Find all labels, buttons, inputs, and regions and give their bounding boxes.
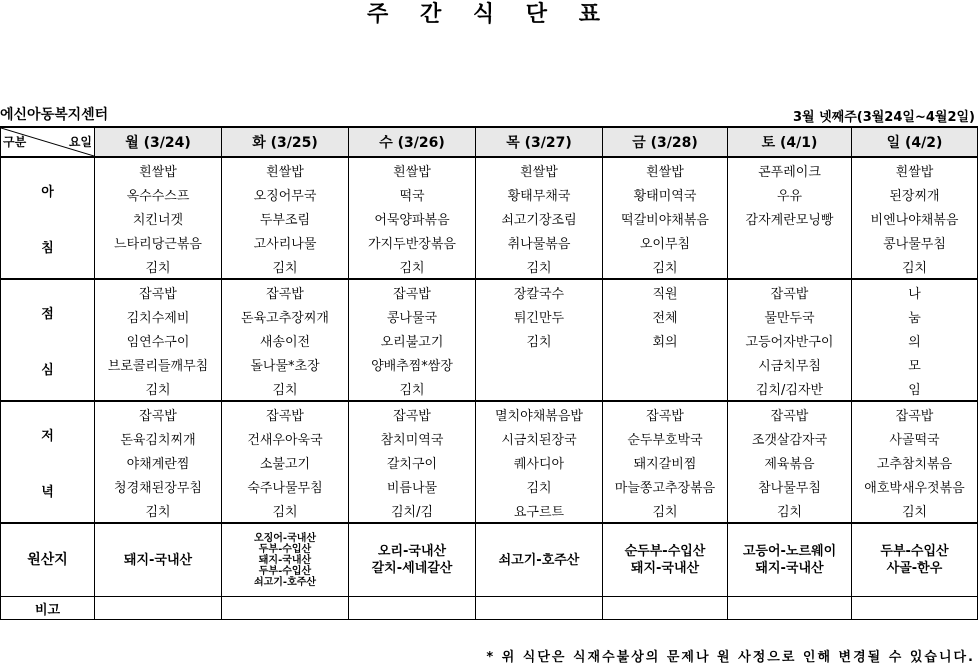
menu-item: 김치/김 <box>349 498 476 523</box>
menu-body <box>1 157 978 620</box>
origin-line: 돼지-국내산 <box>630 561 700 576</box>
menu-item: 제육볶음 <box>728 450 852 474</box>
menu-item: 김치 <box>222 376 349 401</box>
day-header: 일 (4/2) <box>852 127 978 157</box>
meal-label-bottom: 심 <box>41 362 54 378</box>
menu-item: 김치 <box>476 474 603 498</box>
menu-item: 잡곡밥 <box>728 401 852 426</box>
note-label: 비고 <box>1 597 95 620</box>
menu-item: 눔 <box>852 304 978 328</box>
menu-item: 콩나물무침 <box>852 230 978 254</box>
menu-item: 사골떡국 <box>852 426 978 450</box>
menu-item: 흰쌀밥 <box>222 157 349 182</box>
menu-item: 돈육고추장찌개 <box>222 304 349 328</box>
footnote: * 위 식단은 식재수불상의 문제나 원 사정으로 인해 변경될 수 있습니다. <box>486 650 975 665</box>
menu-item: 참치미역국 <box>349 426 476 450</box>
menu-item: 건새우아욱국 <box>222 426 349 450</box>
origin-cell <box>476 523 603 597</box>
menu-item: 김치 <box>852 498 978 523</box>
meal-label-bottom: 녁 <box>41 484 54 500</box>
note-cell <box>476 597 603 620</box>
menu-item: 쇠고기장조림 <box>476 206 603 230</box>
menu-item <box>728 254 852 279</box>
menu-item: 우유 <box>728 182 852 206</box>
origin-line: 쇠고기-호주산 <box>498 552 580 568</box>
menu-item: 가지두반장볶음 <box>349 230 476 254</box>
menu-item: 김치 <box>852 254 978 279</box>
menu-item <box>603 376 728 401</box>
menu-item: 황태무채국 <box>476 182 603 206</box>
day-header: 목 (3/27) <box>476 127 603 157</box>
origin-label: 원산지 <box>1 523 95 597</box>
note-cell <box>222 597 349 620</box>
origin-line: 갈치-세네갈산 <box>371 561 453 576</box>
menu-item: 흰쌀밥 <box>603 157 728 182</box>
origin-cell <box>603 523 728 597</box>
origin-line: 돼지-국내산 <box>258 554 312 566</box>
meal-row <box>1 182 978 206</box>
origin-cell <box>222 523 349 597</box>
note-cell <box>349 597 476 620</box>
meal-row <box>1 304 978 328</box>
menu-item <box>476 352 603 376</box>
meal-label <box>1 157 95 279</box>
menu-item: 비엔나야채볶음 <box>852 206 978 230</box>
menu-item: 김치수제비 <box>95 304 222 328</box>
menu-item: 소불고기 <box>222 450 349 474</box>
menu-item: 오리불고기 <box>349 328 476 352</box>
note-cell <box>728 597 852 620</box>
meal-row <box>1 426 978 450</box>
menu-item: 취나물볶음 <box>476 230 603 254</box>
meal-label-bottom: 침 <box>41 240 54 256</box>
meal-label <box>1 401 95 523</box>
meal-row <box>1 279 978 304</box>
menu-item: 두부조림 <box>222 206 349 230</box>
menu-item: 김치 <box>222 254 349 279</box>
meal-row <box>1 230 978 254</box>
note-cell <box>603 597 728 620</box>
menu-item: 양배추찜*쌈장 <box>349 352 476 376</box>
menu-item: 황태미역국 <box>603 182 728 206</box>
menu-item: 돼지갈비찜 <box>603 450 728 474</box>
meal-label-top: 저 <box>41 428 54 444</box>
header-row <box>1 127 978 157</box>
note-row <box>1 597 978 620</box>
menu-item: 잡곡밥 <box>222 279 349 304</box>
meal-row <box>1 376 978 401</box>
menu-item: 흰쌀밥 <box>476 157 603 182</box>
origin-line: 사골-한우 <box>886 561 943 576</box>
menu-item: 흰쌀밥 <box>852 157 978 182</box>
menu-item: 퀘사디아 <box>476 450 603 474</box>
day-header: 월 (3/24) <box>95 127 222 157</box>
menu-item: 시금치무침 <box>728 352 852 376</box>
menu-item: 의 <box>852 328 978 352</box>
origin-cell <box>95 523 222 597</box>
meal-row <box>1 352 978 376</box>
menu-item: 된장찌개 <box>852 182 978 206</box>
menu-item: 고추참치볶음 <box>852 450 978 474</box>
origin-line: 두부-수입산 <box>258 565 312 577</box>
menu-item: 김치 <box>603 498 728 523</box>
meal-label-top: 점 <box>41 306 54 322</box>
menu-item: 모 <box>852 352 978 376</box>
menu-item: 장칼국수 <box>476 279 603 304</box>
menu-item: 오징어무국 <box>222 182 349 206</box>
menu-item: 잡곡밥 <box>603 401 728 426</box>
menu-item: 흰쌀밥 <box>349 157 476 182</box>
origin-cell <box>852 523 978 597</box>
menu-item: 잡곡밥 <box>222 401 349 426</box>
menu-item: 튀긴만두 <box>476 304 603 328</box>
menu-item: 오이무침 <box>603 230 728 254</box>
menu-item: 애호박새우젓볶음 <box>852 474 978 498</box>
origin-line: 고등어-노르웨이 <box>742 544 837 559</box>
menu-item: 떡갈비야채볶음 <box>603 206 728 230</box>
menu-item: 브로콜리들깨무침 <box>95 352 222 376</box>
menu-item: 옥수수스프 <box>95 182 222 206</box>
header-corner <box>1 127 95 157</box>
origin-line: 순두부-수입산 <box>624 544 706 559</box>
origin-row <box>1 523 978 597</box>
day-header: 수 (3/26) <box>349 127 476 157</box>
menu-item: 어묵양파볶음 <box>349 206 476 230</box>
day-header: 화 (3/25) <box>222 127 349 157</box>
menu-item: 감자계란모닝빵 <box>728 206 852 230</box>
week-label: 3월 넷째주(3월24일~4월2일) <box>792 110 975 125</box>
menu-item: 순두부호박국 <box>603 426 728 450</box>
menu-item: 전체 <box>603 304 728 328</box>
menu-item: 김치 <box>95 376 222 401</box>
meal-row <box>1 498 978 523</box>
menu-item: 멸치야채볶음밥 <box>476 401 603 426</box>
origin-line: 두부-수입산 <box>880 544 949 559</box>
menu-item <box>603 352 728 376</box>
menu-item: 잡곡밥 <box>95 401 222 426</box>
menu-item: 고등어자반구이 <box>728 328 852 352</box>
menu-item: 잡곡밥 <box>852 401 978 426</box>
menu-item: 야채계란찜 <box>95 450 222 474</box>
organization-name: 에신아동복지센터 <box>0 107 109 123</box>
corner-label-day: 요일 <box>68 135 92 149</box>
meal-row <box>1 157 978 182</box>
origin-line: 오징어-국내산 <box>253 532 317 544</box>
page-title: 주 간 식 단 표 <box>367 2 612 27</box>
origin-line: 쇠고기-호주산 <box>253 576 317 588</box>
menu-item: 잡곡밥 <box>349 279 476 304</box>
menu-item: 김치 <box>476 254 603 279</box>
day-header: 토 (4/1) <box>728 127 852 157</box>
meal-row <box>1 474 978 498</box>
origin-cell <box>728 523 852 597</box>
note-cell <box>95 597 222 620</box>
menu-item: 김치 <box>476 328 603 352</box>
day-header: 금 (3/28) <box>603 127 728 157</box>
menu-item: 잡곡밥 <box>728 279 852 304</box>
menu-item: 콩나물국 <box>349 304 476 328</box>
origin-cell <box>349 523 476 597</box>
menu-item: 치킨너겟 <box>95 206 222 230</box>
menu-item: 새송이전 <box>222 328 349 352</box>
origin-line: 두부-수입산 <box>258 543 312 555</box>
meal-row <box>1 450 978 474</box>
meal-row <box>1 401 978 426</box>
menu-item: 나 <box>852 279 978 304</box>
note-cell <box>852 597 978 620</box>
weekly-menu-table <box>0 126 978 620</box>
menu-item: 잡곡밥 <box>349 401 476 426</box>
origin-line: 오리-국내산 <box>377 544 447 559</box>
menu-item: 김치 <box>349 376 476 401</box>
meal-label-top: 아 <box>41 184 54 200</box>
menu-item <box>476 376 603 401</box>
menu-item: 고사리나물 <box>222 230 349 254</box>
meal-row <box>1 206 978 230</box>
menu-item: 김치 <box>728 498 852 523</box>
menu-item <box>728 230 852 254</box>
menu-item: 김치 <box>349 254 476 279</box>
menu-item: 요구르트 <box>476 498 603 523</box>
menu-item: 돌나물*초장 <box>222 352 349 376</box>
menu-item: 임 <box>852 376 978 401</box>
menu-item: 돈육김치찌개 <box>95 426 222 450</box>
menu-item: 청경채된장무침 <box>95 474 222 498</box>
menu-item: 물만두국 <box>728 304 852 328</box>
menu-item: 마늘쫑고추장볶음 <box>603 474 728 498</box>
origin-line: 돼지-국내산 <box>123 552 193 568</box>
menu-item: 떡국 <box>349 182 476 206</box>
meal-label <box>1 279 95 401</box>
origin-line: 돼지-국내산 <box>755 561 824 576</box>
menu-item: 느타리당근볶음 <box>95 230 222 254</box>
menu-item: 참나물무침 <box>728 474 852 498</box>
menu-item: 잡곡밥 <box>95 279 222 304</box>
menu-item: 갈치구이 <box>349 450 476 474</box>
menu-item: 조갯살감자국 <box>728 426 852 450</box>
meal-row <box>1 254 978 279</box>
menu-item: 비름나물 <box>349 474 476 498</box>
menu-item: 김치/김자반 <box>728 376 852 401</box>
menu-item: 콘푸레이크 <box>728 157 852 182</box>
menu-item: 흰쌀밥 <box>95 157 222 182</box>
menu-item: 숙주나물무침 <box>222 474 349 498</box>
menu-item: 김치 <box>603 254 728 279</box>
menu-item: 김치 <box>222 498 349 523</box>
menu-item: 임연수구이 <box>95 328 222 352</box>
menu-item: 김치 <box>95 254 222 279</box>
meal-row <box>1 328 978 352</box>
menu-item: 시금치된장국 <box>476 426 603 450</box>
menu-item: 김치 <box>95 498 222 523</box>
menu-item: 회의 <box>603 328 728 352</box>
corner-label-category: 구분 <box>3 135 27 149</box>
menu-item: 직원 <box>603 279 728 304</box>
